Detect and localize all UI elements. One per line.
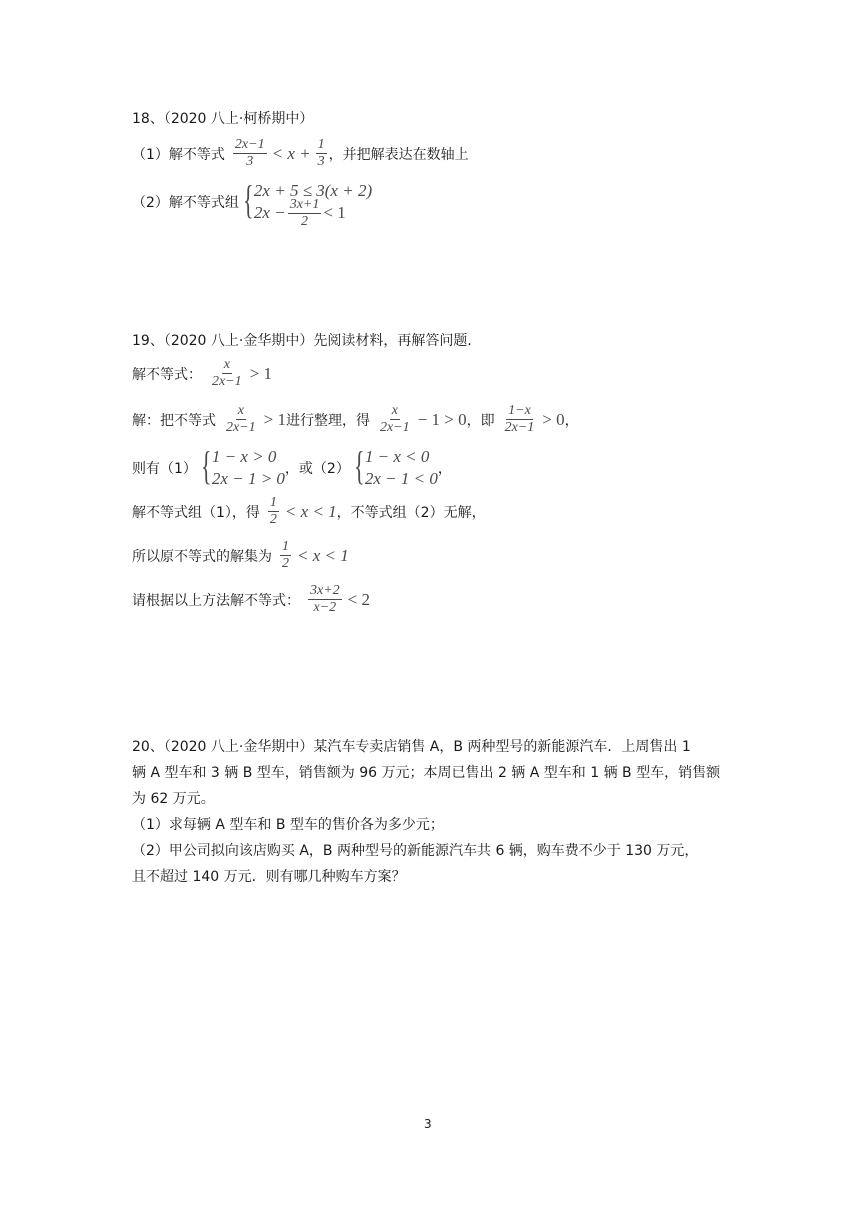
fraction-num: x bbox=[391, 403, 398, 418]
fraction bbox=[280, 540, 291, 571]
fraction bbox=[316, 138, 327, 169]
brace-icon: { bbox=[242, 177, 254, 222]
text: 解不等式： bbox=[132, 366, 202, 383]
math-text: − 1 > 0 bbox=[417, 409, 467, 429]
fraction-num: 2x−1 bbox=[234, 137, 265, 152]
system-1 bbox=[200, 443, 285, 490]
system-2 bbox=[353, 443, 438, 490]
q19-line1 bbox=[132, 358, 272, 389]
q20-line5 bbox=[132, 840, 698, 860]
q18-part1-suffix: ，并把解表达在数轴上 bbox=[328, 146, 469, 163]
fraction-den: 2 bbox=[301, 213, 309, 229]
system-row: 2x − 1 > 0 bbox=[211, 469, 285, 488]
fraction-num: 1 bbox=[269, 495, 277, 510]
text: 解不等式组（1），得 bbox=[132, 504, 260, 521]
fraction bbox=[224, 404, 258, 435]
text: ， bbox=[437, 461, 452, 477]
text: 辆 A 型车和 3 辆 B 型车，销售额为 96 万元；本周已售出 2 辆 A 型车和 1 辆 B 型车，销售额 bbox=[132, 765, 721, 781]
fraction-den: 2 bbox=[269, 512, 277, 527]
q18-part2-label: （2）解不等式组 bbox=[132, 195, 239, 211]
fraction-den: 2x−1 bbox=[380, 420, 410, 435]
fraction bbox=[503, 404, 537, 435]
brace-icon: { bbox=[200, 443, 212, 488]
text: （1）求每辆 A 型车和 B 型车的售价各为多少元； bbox=[132, 817, 444, 833]
q20-line6 bbox=[132, 866, 406, 886]
q19-line4 bbox=[132, 496, 486, 527]
math bbox=[501, 404, 565, 435]
math-text: < x < 1 bbox=[284, 501, 337, 521]
math bbox=[306, 584, 370, 615]
q19-line6 bbox=[132, 584, 370, 615]
text: 20、（2020 八上·金华期中）某汽车专卖店销售 A，B 两种型号的新能源汽车．上周售出 1 bbox=[132, 739, 691, 755]
math-text: > 0 bbox=[542, 409, 565, 429]
math bbox=[278, 540, 349, 571]
math-text: < 2 bbox=[347, 589, 371, 609]
q20-line3 bbox=[132, 788, 215, 808]
math bbox=[222, 404, 286, 435]
q19-header-text: 19、（2020 八上·金华期中）先阅读材料，再解答问题． bbox=[132, 333, 482, 349]
text: 所以原不等式的解集为 bbox=[132, 548, 272, 565]
math bbox=[208, 358, 272, 389]
fraction-num: 1 bbox=[282, 539, 289, 554]
text: 进行整理，得 bbox=[286, 412, 371, 429]
fraction-num: 1 bbox=[317, 137, 325, 152]
text: ，即 bbox=[466, 412, 495, 429]
fraction bbox=[210, 358, 244, 389]
text: 为 62 万元。 bbox=[132, 791, 215, 807]
text: ，或（2） bbox=[284, 461, 350, 477]
q20-line2 bbox=[132, 762, 720, 782]
q19-line2 bbox=[132, 404, 579, 435]
math-text: > 1 bbox=[263, 409, 287, 429]
q19-line3 bbox=[132, 443, 452, 490]
fraction-num: 3x+1 bbox=[289, 196, 320, 212]
fraction bbox=[308, 584, 342, 615]
page-number: 3 bbox=[424, 1117, 432, 1131]
fraction-num: x bbox=[237, 403, 244, 418]
fraction bbox=[268, 496, 279, 527]
text: 请根据以上方法解不等式： bbox=[132, 592, 300, 609]
system-row: 2x − 1 < 0 bbox=[364, 469, 438, 488]
q20-line4 bbox=[132, 814, 444, 834]
q18-part2 bbox=[132, 177, 373, 229]
q18-system bbox=[242, 177, 373, 229]
fraction-den: 3 bbox=[246, 154, 254, 169]
fraction-num: x bbox=[223, 357, 230, 372]
q18-part1-label: （1）解不等式 bbox=[132, 146, 225, 163]
math-text: > 1 bbox=[249, 363, 273, 383]
q18-inequality bbox=[231, 138, 329, 169]
text: （2）甲公司拟向该店购买 A，B 两种型号的新能源汽车共 6 辆，购车费不少于 130 万元， bbox=[132, 843, 699, 859]
fraction-num: 3x+2 bbox=[310, 583, 340, 598]
q20-line1 bbox=[132, 736, 691, 756]
math bbox=[376, 404, 467, 435]
q18-header bbox=[132, 108, 313, 128]
system-row bbox=[253, 196, 372, 229]
text: ，不等式组（2）无解， bbox=[336, 504, 486, 521]
fraction-den: 2x−1 bbox=[504, 420, 535, 435]
math-text: < x + bbox=[271, 143, 311, 163]
fraction-den: 2 bbox=[282, 556, 289, 571]
fraction bbox=[288, 198, 322, 229]
text: 且不超过 140 万元．则有哪几种购车方案？ bbox=[132, 869, 406, 885]
system-row: 2x + 5 ≤ 3(x + 2) bbox=[253, 181, 373, 200]
q19-line5 bbox=[132, 540, 349, 571]
text: 则有（1） bbox=[132, 461, 197, 477]
q18-header-text: 18、（2020 八上·柯桥期中） bbox=[132, 111, 314, 127]
system-row: 1 − x > 0 bbox=[211, 447, 277, 466]
math-text: 2x − bbox=[253, 203, 286, 222]
math-text: < x < 1 bbox=[297, 545, 349, 565]
math bbox=[266, 496, 337, 527]
fraction-den: 2x−1 bbox=[212, 374, 242, 389]
fraction-den: 2x−1 bbox=[226, 420, 256, 435]
fraction-num: 1−x bbox=[508, 403, 531, 418]
fraction bbox=[233, 138, 267, 169]
q18-part1 bbox=[132, 138, 469, 169]
fraction-den: x−2 bbox=[313, 600, 337, 615]
fraction bbox=[378, 404, 412, 435]
brace-icon: { bbox=[353, 443, 365, 488]
text: 解：把不等式 bbox=[132, 412, 216, 429]
text: ， bbox=[564, 412, 579, 429]
system-row: 1 − x < 0 bbox=[364, 447, 430, 466]
math-text: < 1 bbox=[323, 203, 346, 222]
fraction-den: 3 bbox=[317, 154, 325, 169]
q19-header bbox=[132, 330, 481, 350]
